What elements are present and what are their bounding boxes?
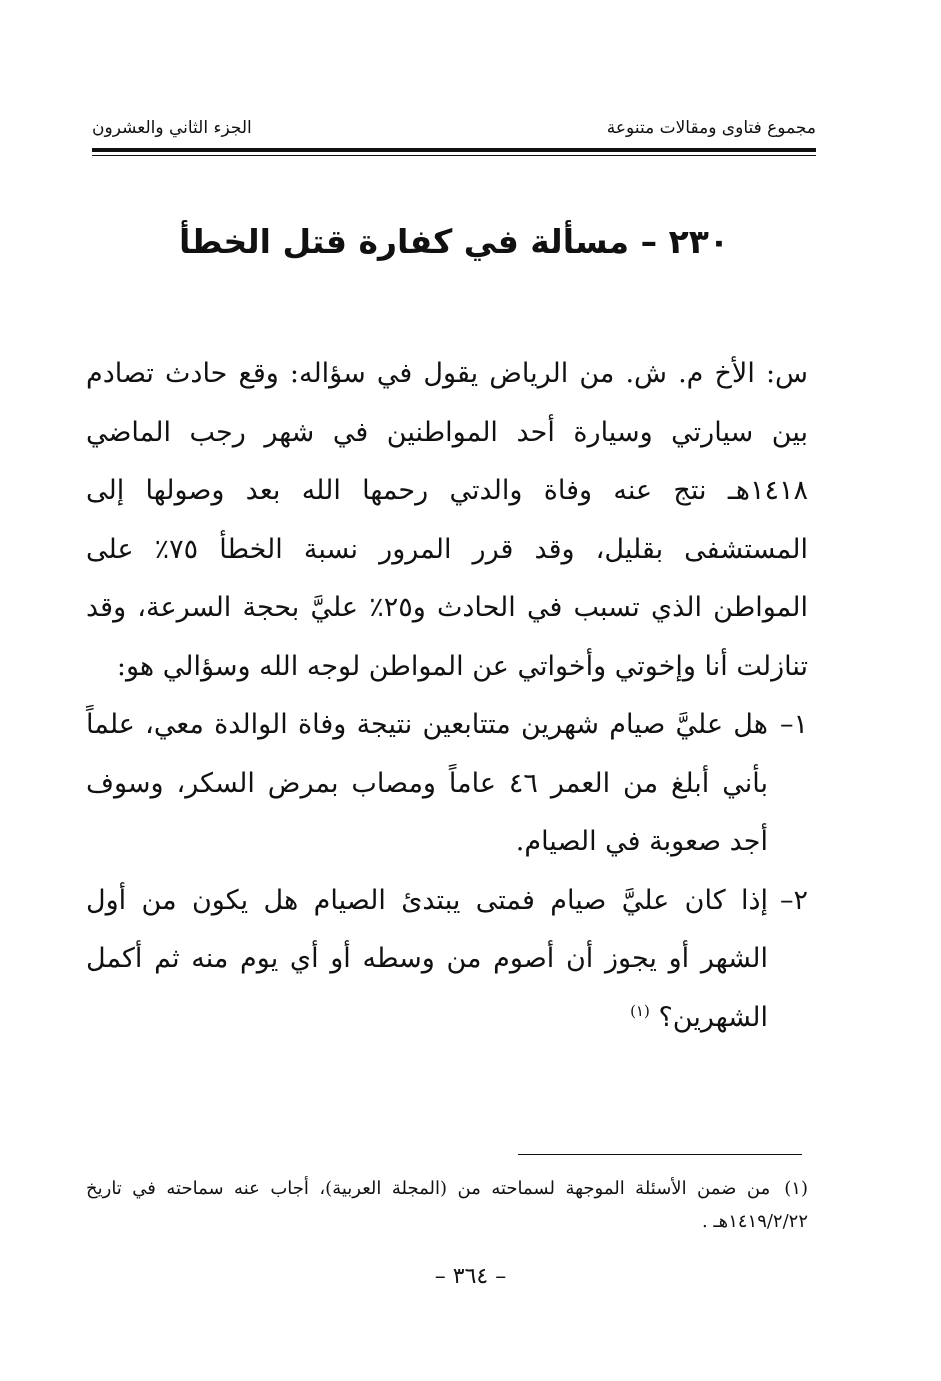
footnote: [86, 1172, 808, 1238]
list-item-text: هل عليَّ صيام شهرين متتابعين نتيجة وفاة الوالدة معي، علماً بأني أبلغ من العمر ٤٦ عاماً ومصاب بمرض السكر، وسوف أجد صعوبة في الصيام.: [86, 709, 768, 857]
volume-label: الجزء الثاني والعشرون: [92, 118, 252, 138]
footnote-text: من ضمن الأسئلة الموجهة لسماحته من (المجلة العربية)، أجاب عنه سماحته في تاريخ ١٤١٩/٢/٢٢هـ .: [86, 1178, 808, 1232]
running-header: [92, 112, 816, 142]
list-item-text: إذا كان عليَّ صيام فمتى يبتدئ الصيام هل يكون من أول الشهر أو يجوز أن أصوم من وسطه أو أي يوم منه ثم أكمل الشهرين؟: [86, 884, 768, 1033]
header-rule-thick: [92, 148, 816, 152]
body-text: [86, 345, 808, 1047]
footnote-reference[interactable]: (١): [630, 1001, 650, 1020]
list-item-number: ٢–: [779, 884, 808, 916]
book-title: مجموع فتاوى ومقالات متنوعة: [606, 118, 816, 138]
question-paragraph: س: الأخ م. ش. من الرياض يقول في سؤاله: وقع حادث تصادم بين سيارتي وسيارة أحد المواطنين في شهر رجب الماضي ١٤١٨هـ نتج عنه وفاة والدتي رحمها الله بعد وصولها إلى المستشفى بقليل، وقد قرر المرور نسبة الخطأ ٧٥٪ على المواطن الذي تسبب في الحادث و٢٥٪ عليَّ بحجة السرعة، وقد تنازلت أنا وإخوتي وأخواتي عن المواطن لوجه الله وسؤالي هو:: [86, 358, 808, 682]
header-rule-thin: [92, 155, 816, 156]
list-item-1: [86, 696, 808, 872]
section-title: ٢٣٠ – مسألة في كفارة قتل الخطأ: [178, 222, 730, 261]
list-item-number: ١–: [779, 709, 808, 740]
list-item-2: [86, 872, 808, 1048]
page-number: – ٣٦٤ –: [434, 1264, 507, 1289]
footnote-number: (١): [784, 1178, 808, 1199]
footnote-separator: [518, 1154, 802, 1155]
